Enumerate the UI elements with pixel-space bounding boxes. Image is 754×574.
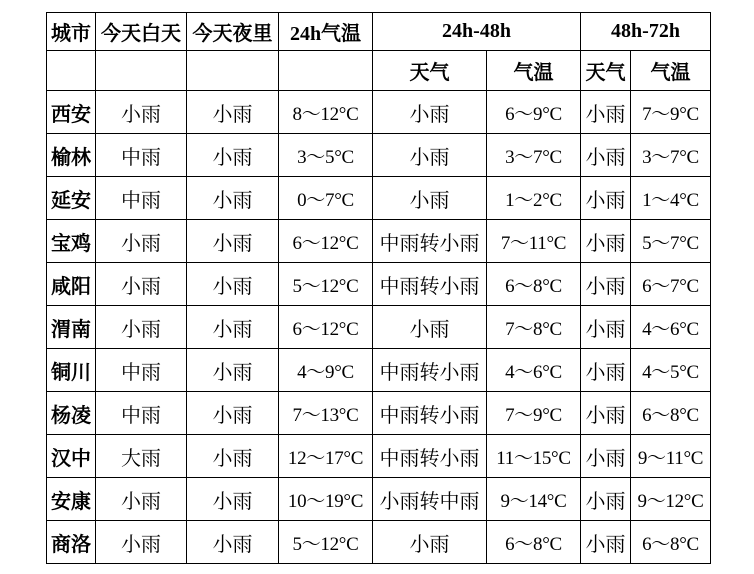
weather-24-48h-cell: 中雨转小雨: [373, 349, 487, 392]
today-night-weather-cell: 小雨: [187, 435, 279, 478]
today-day-weather-cell: 小雨: [96, 521, 187, 564]
header-empty-cell: [279, 51, 373, 91]
table-row: [47, 521, 711, 564]
forecast-rows: [47, 91, 711, 564]
temp-24-48h-cell: 6～8°C: [487, 521, 581, 564]
weather-48-72h-cell: 小雨: [581, 478, 631, 521]
header-row-subcolumns: [47, 51, 711, 91]
city-cell: 西安: [47, 91, 96, 134]
temp-48-72h-cell: 7～9°C: [631, 91, 711, 134]
weather-24-48h-cell: 小雨: [373, 521, 487, 564]
today-day-weather-cell: 小雨: [96, 220, 187, 263]
table-row: [47, 134, 711, 177]
temp-48-72h-cell: 5～7°C: [631, 220, 711, 263]
weather-48-72h-cell: 小雨: [581, 263, 631, 306]
table-row: [47, 306, 711, 349]
today-night-weather-cell: 小雨: [187, 177, 279, 220]
table-row: [47, 220, 711, 263]
header-period-48-72h: 48h-72h: [581, 13, 711, 51]
temp-24-48h-cell: 7～8°C: [487, 306, 581, 349]
temp-24-48h-cell: 6～8°C: [487, 263, 581, 306]
city-cell: 榆林: [47, 134, 96, 177]
temp-48-72h-cell: 4～6°C: [631, 306, 711, 349]
today-night-weather-cell: 小雨: [187, 521, 279, 564]
temp-24h-cell: 5～12°C: [279, 263, 373, 306]
city-cell: 安康: [47, 478, 96, 521]
temp-48-72h-cell: 6～7°C: [631, 263, 711, 306]
temp-24-48h-cell: 1～2°C: [487, 177, 581, 220]
table-row: [47, 263, 711, 306]
table-row: [47, 435, 711, 478]
city-cell: 铜川: [47, 349, 96, 392]
today-night-weather-cell: 小雨: [187, 263, 279, 306]
temp-48-72h-cell: 1～4°C: [631, 177, 711, 220]
header-weather-48-72h: 天气: [581, 51, 631, 91]
city-cell: 渭南: [47, 306, 96, 349]
city-cell: 咸阳: [47, 263, 96, 306]
temp-48-72h-cell: 3～7°C: [631, 134, 711, 177]
table-row: [47, 177, 711, 220]
temp-24h-cell: 7～13°C: [279, 392, 373, 435]
temp-24-48h-cell: 7～9°C: [487, 392, 581, 435]
today-night-weather-cell: 小雨: [187, 134, 279, 177]
temp-24-48h-cell: 4～6°C: [487, 349, 581, 392]
weather-24-48h-cell: 小雨: [373, 134, 487, 177]
temp-24h-cell: 5～12°C: [279, 521, 373, 564]
header-today-day: 今天白天: [96, 13, 187, 51]
temp-48-72h-cell: 6～8°C: [631, 392, 711, 435]
today-night-weather-cell: 小雨: [187, 306, 279, 349]
header-empty-cell: [47, 51, 96, 91]
temp-24-48h-cell: 3～7°C: [487, 134, 581, 177]
today-night-weather-cell: 小雨: [187, 91, 279, 134]
today-night-weather-cell: 小雨: [187, 349, 279, 392]
today-day-weather-cell: 小雨: [96, 91, 187, 134]
temp-24-48h-cell: 6～9°C: [487, 91, 581, 134]
weather-24-48h-cell: 小雨: [373, 177, 487, 220]
table-row: [47, 91, 711, 134]
weather-24-48h-cell: 小雨: [373, 306, 487, 349]
weather-24-48h-cell: 中雨转小雨: [373, 435, 487, 478]
table-row: [47, 349, 711, 392]
city-cell: 延安: [47, 177, 96, 220]
weather-48-72h-cell: 小雨: [581, 177, 631, 220]
header-row-periods: [47, 13, 711, 51]
weather-forecast-table: [46, 12, 711, 564]
table-row: [47, 392, 711, 435]
today-day-weather-cell: 中雨: [96, 177, 187, 220]
weather-48-72h-cell: 小雨: [581, 392, 631, 435]
temp-24h-cell: 3～5°C: [279, 134, 373, 177]
today-day-weather-cell: 中雨: [96, 392, 187, 435]
temp-24-48h-cell: 7～11°C: [487, 220, 581, 263]
weather-48-72h-cell: 小雨: [581, 306, 631, 349]
temp-24h-cell: 8～12°C: [279, 91, 373, 134]
temp-24-48h-cell: 11～15°C: [487, 435, 581, 478]
header-temp-24-48h: 气温: [487, 51, 581, 91]
today-day-weather-cell: 小雨: [96, 306, 187, 349]
today-day-weather-cell: 小雨: [96, 478, 187, 521]
temp-24h-cell: 6～12°C: [279, 306, 373, 349]
header-temp-48-72h: 气温: [631, 51, 711, 91]
today-day-weather-cell: 大雨: [96, 435, 187, 478]
header-period-24-48h: 24h-48h: [373, 13, 581, 51]
today-day-weather-cell: 中雨: [96, 349, 187, 392]
temp-24h-cell: 0～7°C: [279, 177, 373, 220]
today-day-weather-cell: 中雨: [96, 134, 187, 177]
weather-48-72h-cell: 小雨: [581, 521, 631, 564]
header-empty-cell: [96, 51, 187, 91]
weather-48-72h-cell: 小雨: [581, 220, 631, 263]
weather-24-48h-cell: 小雨转中雨: [373, 478, 487, 521]
weather-48-72h-cell: 小雨: [581, 91, 631, 134]
weather-24-48h-cell: 中雨转小雨: [373, 220, 487, 263]
weather-48-72h-cell: 小雨: [581, 349, 631, 392]
city-cell: 商洛: [47, 521, 96, 564]
temp-48-72h-cell: 6～8°C: [631, 521, 711, 564]
table-row: [47, 478, 711, 521]
table-header: [47, 13, 711, 91]
header-city: 城市: [47, 13, 96, 51]
today-day-weather-cell: 小雨: [96, 263, 187, 306]
weather-24-48h-cell: 小雨: [373, 91, 487, 134]
temp-48-72h-cell: 4～5°C: [631, 349, 711, 392]
temp-24-48h-cell: 9～14°C: [487, 478, 581, 521]
temp-24h-cell: 6～12°C: [279, 220, 373, 263]
city-cell: 宝鸡: [47, 220, 96, 263]
city-cell: 汉中: [47, 435, 96, 478]
today-night-weather-cell: 小雨: [187, 392, 279, 435]
header-empty-cell: [187, 51, 279, 91]
weather-24-48h-cell: 中雨转小雨: [373, 392, 487, 435]
temp-48-72h-cell: 9～12°C: [631, 478, 711, 521]
today-night-weather-cell: 小雨: [187, 220, 279, 263]
temp-24h-cell: 12～17°C: [279, 435, 373, 478]
temp-48-72h-cell: 9～11°C: [631, 435, 711, 478]
header-today-night: 今天夜里: [187, 13, 279, 51]
city-cell: 杨凌: [47, 392, 96, 435]
header-temp-24h: 24h气温: [279, 13, 373, 51]
weather-48-72h-cell: 小雨: [581, 134, 631, 177]
temp-24h-cell: 4～9°C: [279, 349, 373, 392]
temp-24h-cell: 10～19°C: [279, 478, 373, 521]
today-night-weather-cell: 小雨: [187, 478, 279, 521]
header-weather-24-48h: 天气: [373, 51, 487, 91]
weather-48-72h-cell: 小雨: [581, 435, 631, 478]
weather-24-48h-cell: 中雨转小雨: [373, 263, 487, 306]
